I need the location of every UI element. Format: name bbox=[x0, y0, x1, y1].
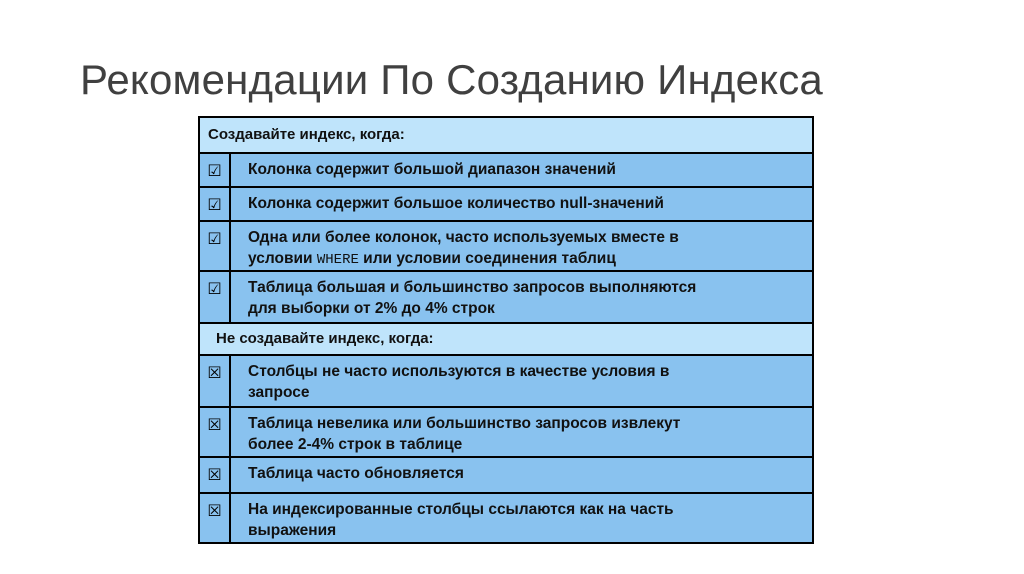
dont-create-header-row bbox=[200, 324, 812, 356]
line-text: или условии соединения таблиц bbox=[358, 250, 616, 267]
dont-create-item-text bbox=[231, 494, 812, 542]
create-header: Создавайте индекс, когда: bbox=[208, 126, 405, 143]
create-item-row bbox=[200, 272, 812, 324]
crossed-box-icon: ☒ bbox=[207, 363, 222, 382]
create-item-line: для выборки от 2% до 4% строк bbox=[248, 300, 495, 317]
dont-create-item-line: выражения bbox=[248, 522, 337, 539]
line-text: условии bbox=[248, 250, 317, 267]
icon-cell bbox=[200, 188, 231, 220]
icon-cell bbox=[200, 458, 231, 492]
create-item-line: Колонка содержит большое количество null-значений bbox=[248, 195, 664, 212]
create-item-text bbox=[231, 222, 812, 270]
dont-create-item-text bbox=[231, 356, 812, 406]
dont-create-item-row bbox=[200, 458, 812, 494]
icon-cell bbox=[200, 222, 231, 270]
icon-cell bbox=[200, 408, 231, 456]
crossed-box-icon: ☒ bbox=[207, 501, 222, 520]
create-item-text bbox=[231, 154, 812, 186]
checked-box-icon: ☑ bbox=[207, 195, 222, 214]
dont-create-item-row bbox=[200, 356, 812, 408]
dont-create-item-row bbox=[200, 494, 812, 542]
create-item-text bbox=[231, 272, 812, 322]
dont-create-item-line: запросе bbox=[248, 384, 310, 401]
dont-create-item-row bbox=[200, 408, 812, 458]
where-keyword: WHERE bbox=[316, 252, 359, 268]
create-item-row bbox=[200, 188, 812, 222]
icon-cell bbox=[200, 494, 231, 542]
icon-cell bbox=[200, 272, 231, 322]
index-recommendations-table bbox=[198, 116, 814, 544]
dont-create-item-line: более 2-4% строк в таблице bbox=[248, 436, 463, 453]
create-item-line bbox=[248, 248, 812, 271]
slide-title: Рекомендации По Созданию Индекса bbox=[80, 56, 823, 103]
icon-cell bbox=[200, 356, 231, 406]
dont-create-item-text bbox=[231, 458, 812, 492]
checked-box-icon: ☑ bbox=[207, 161, 222, 180]
dont-create-item-text bbox=[231, 408, 812, 456]
create-item-text bbox=[231, 188, 812, 220]
create-item-row bbox=[200, 222, 812, 272]
checked-box-icon: ☑ bbox=[207, 279, 222, 298]
checked-box-icon: ☑ bbox=[207, 229, 222, 248]
dont-create-item-line: Столбцы не часто используются в качестве условия в bbox=[248, 363, 670, 380]
dont-create-item-line: Таблица часто обновляется bbox=[248, 465, 464, 482]
create-header-row bbox=[200, 118, 812, 154]
crossed-box-icon: ☒ bbox=[207, 415, 222, 434]
dont-create-item-line: Таблица невелика или большинство запросов извлекут bbox=[248, 415, 681, 432]
create-item-row bbox=[200, 154, 812, 188]
create-item-line: Таблица большая и большинство запросов выполняются bbox=[248, 279, 697, 296]
crossed-box-icon: ☒ bbox=[207, 465, 222, 484]
icon-cell bbox=[200, 154, 231, 186]
create-item-line: Одна или более колонок, часто используемых вместе в bbox=[248, 229, 679, 246]
create-item-line: Колонка содержит большой диапазон значений bbox=[248, 161, 616, 178]
dont-create-item-line: На индексированные столбцы ссылаются как на часть bbox=[248, 501, 674, 518]
dont-create-header: Не создавайте индекс, когда: bbox=[216, 330, 434, 347]
